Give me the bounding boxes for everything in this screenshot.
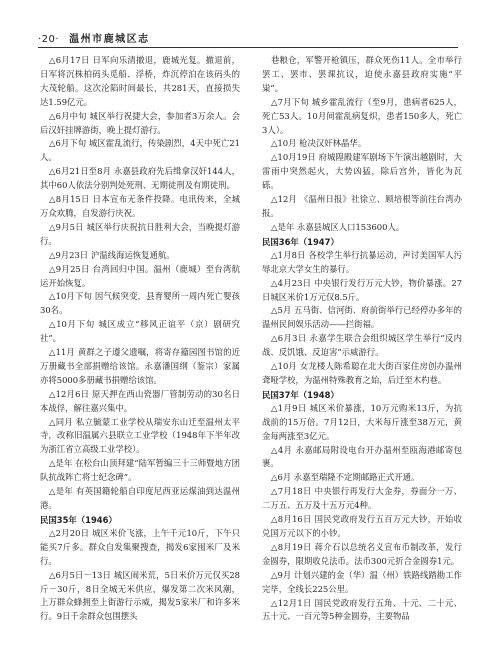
year-heading: 民国35年（1946） xyxy=(40,514,117,525)
chronicle-entry: △是年 有英国籍轮船自印度尼西亚运煤油到达温州港。 xyxy=(40,486,240,510)
chronicle-entry: △10月下旬 城区成立“移风正谊平（京）剧研究社”。 xyxy=(40,319,240,344)
chronicle-entry: △10月 枪决汉奸林晶华。 xyxy=(271,138,367,149)
chronicle-entry: △9月25日 台湾回归中国。温州（鹿城）至台湾航运开始恢复。 xyxy=(40,263,240,288)
chronicle-entry: △6月3日 永嘉学生联合会组织城区学生举行“反内战、反饥饿、反迫害”示威游行。 xyxy=(262,333,462,358)
chronicle-entry: △8月15日 日本宣布无条件投降。电讯传来，全城万众欢腾，自发游行庆祝。 xyxy=(40,194,240,218)
left-column xyxy=(40,54,240,634)
chronicle-entry: △6月17日 日军向乐清撤退，鹿城光复。撤退前，日军将沉株柏码头觅船、浮桥，炸沉停泊在该码头的大茂轮船。这次沦陷时间最长，共281天，直接损失达1.59亿元。 xyxy=(40,55,240,107)
chronicle-entry: △10月 女龙楼人陈希聪在北大街百家住房创办温州聋哑学校，为温州特殊教育之始，后迁至木杓巷。 xyxy=(262,361,462,385)
chronicle-entry: △9月23日 沪温线海运恢复通航。 xyxy=(49,249,175,260)
chronicle-entry: △10月下旬 因气候突变，县育婴所一周内死亡婴孩30名。 xyxy=(40,291,240,316)
header-rule xyxy=(38,47,458,48)
chronicle-entry: △11月 黄群之子遵父遗嘱，将寄存籀园图书馆的近万册藏书全部捐赠给该馆。永嘉潘国纲（鉴宗）家属亦将5000多册藏书捐赠给该馆。 xyxy=(40,347,240,385)
chronicle-entry: △9月5日 城区举行庆祝抗日胜利大会，当晚提灯游行。 xyxy=(40,221,240,246)
chronicle-entry: △6月中旬 城区举行祝捷大会，参加者3万余人。会后汉奸挂牌游街，晚上提灯游行。 xyxy=(40,110,240,135)
chronicle-entry: △6月5日－13日 城区闹米荒，5日米价万元仅买28斤－30斤，8日全城无米供应，爆发第二次米风潮，上万群众蜂拥至上街游行示威，揭发5家米厂和许多米行。9日千余群众包围摆头 xyxy=(40,569,240,622)
chronicle-entry: △2月20日 城区米价飞涨，上午千元10斤，下午只能买7斤多。群众自发集聚搜查，揭发6家囤米厂及米行。 xyxy=(40,527,240,566)
chronicle-entry: △是年 永嘉县城区人口153600人。 xyxy=(271,221,405,232)
book-title: 温州市鹿城区志 xyxy=(69,34,150,45)
chronicle-entry: △是年 在松台山顶拜建“陆军暂编三十三师暨地方团队抗战阵亡将士纪念碑”。 xyxy=(40,458,240,483)
chronicle-entry: △7月下旬 城乡霍乱流行（至9月，患病者625人，死亡53人。10月间霍乱病复炽，患者150多人，死亡3人）。 xyxy=(262,96,462,135)
chronicle-entry: △10月19日 府城隍殿建军剧场下午演出越剧时，大雷雨中突然起火，大势凶猛，除后宫外，皆化为瓦砾。 xyxy=(262,152,462,191)
year-heading: 民国37年（1948） xyxy=(262,389,339,400)
chronicle-entry: △12月1日 国民党政府发行五角、十元、二十元、五十元、一百元等5种金圆券，主要物品 xyxy=(262,597,462,622)
running-header xyxy=(38,30,458,44)
chronicle-entry: △1月8日 各校学生举行抗暴运动，声讨美国军人污辱北京大学女生的暴行。 xyxy=(262,249,462,274)
chronicle-entry: △9月 计划兴建的金（华）温（州）铁路线踏勘工作完毕，全线长225公里。 xyxy=(262,569,462,594)
chronicle-entry: △8月19日 蒋介石以总统名义宣布币制改革，发行金圆券，限期收兑法币。法币300元折合金圆券1元。 xyxy=(262,541,462,566)
chronicle-entry: △5月 五马街、信河街、府前街举行已经停办多年的温州民间娱乐活动——拦街福。 xyxy=(262,305,462,330)
page-number: ·20· xyxy=(38,34,60,45)
right-column xyxy=(262,54,462,634)
chronicle-entry: △6月下旬 城区霍乱流行，传染剧烈，4天中死亡21人。 xyxy=(40,138,240,163)
year-heading: 民国36年（1947） xyxy=(262,236,339,247)
chronicle-entry: △7月18日 中央银行再发行大金券，券面分一万、二万五、五万及十五万元4种。 xyxy=(262,486,462,511)
chronicle-entry: △4月23日 中央银行发行万元大钞，物价暴涨。27日城区米价1万元仅8.5斤。 xyxy=(262,277,462,302)
chronicle-entry: △8月16日 国民党政府发行五百万元大钞，开始收兑国万元以下的小钞。 xyxy=(262,514,462,538)
chronicle-entry: △同月 私立毓蒙工业学校从瑞安东山迁至温州太平寺，改称旧温属六县联立工业学校（1948年下半年改为浙江省立高级工业学校）。 xyxy=(40,416,240,455)
chronicle-entry: △12月6日 原天押在西山瓷器厂管制劳动的30名日本战俘，解往嘉兴集中。 xyxy=(40,388,240,413)
chronicle-entry: △12月 《温州日报》社徐立、顾培根等前往台湾办报。 xyxy=(262,194,462,218)
chronicle-entry: △6月 永嘉至瑞隆不定期邮路正式开通。 xyxy=(271,472,420,483)
chronicle-entry: 巷粮仓，军警开枪镇压，群众死伤11人。全市举行罢工、罢市、罢课抗议，迫使永嘉县政府实施“平粜”。 xyxy=(262,55,462,93)
chronicle-entry: △1月9日 城区米价暴涨，10万元购米13斤，为抗战前的15万倍。7月12日，大米每斤涨至38万元，黄金每两涨至3亿元。 xyxy=(262,402,462,441)
chronicle-entry: △4月 永嘉邮局附设电台开办温州至瓯海港邮寄包裹。 xyxy=(262,444,462,469)
chronicle-entry: △6月21日至8月 永嘉县政府先后缉拿汉奸144人，其中60人依法分别判处死刑、无期徒刑及有期徒刑。 xyxy=(40,166,240,191)
